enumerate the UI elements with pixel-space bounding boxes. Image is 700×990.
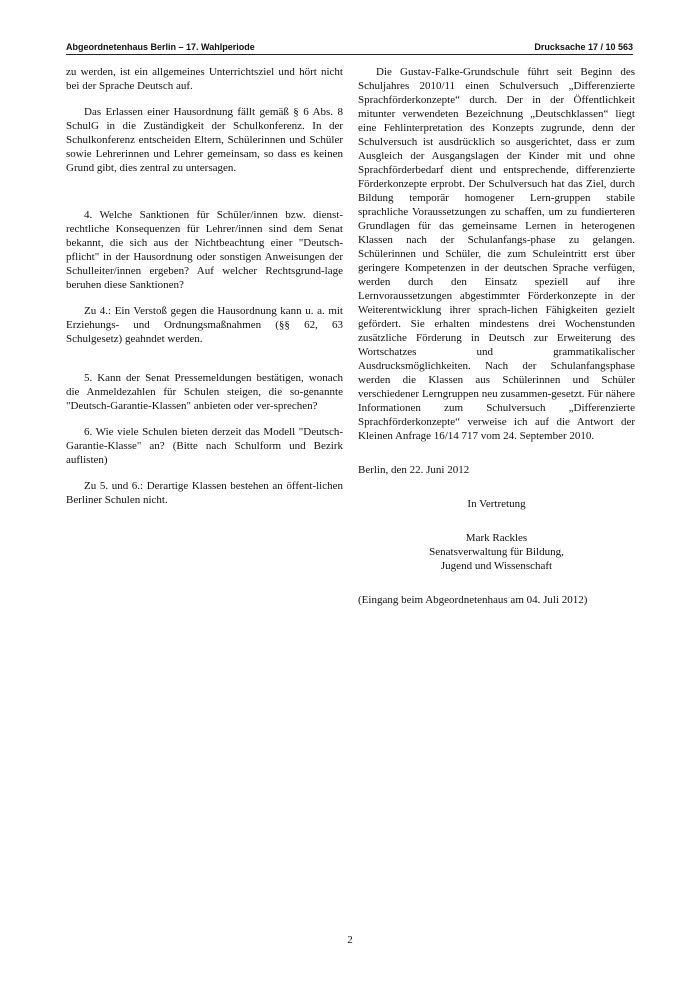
answer-4: Zu 4.: Ein Verstoß gegen die Hausordnung kann u. a. mit Erziehungs- und Ordnungsmaßnahmen (§§ 62, 63 Schulgesetz) geahndet werden.	[66, 305, 343, 345]
page-number: 2	[347, 934, 353, 946]
signature-block	[358, 497, 635, 573]
right-column	[358, 65, 635, 607]
question-4: 4. Welche Sanktionen für Schüler/innen bzw. dienst-rechtliche Konsequenzen für Lehrer/innen sind dem Senat bekannt, die sich aus der Nichtbeachtung einer "Deutsch-pflicht" in der Hausordnung oder sonstigen Anweisungen der Schulleiter/innen ergeben? Auf welcher Rechtsgrund-lage beruhen diese Sanktionen?	[66, 209, 343, 291]
paragraph-schulversuch: Die Gustav-Falke-Grundschule führt seit Beginn des Schuljahres 2010/11 einen Schulversuch „Differenzierte Sprachförderkonzepte“ durch. Der in der Öffentlichkeit mitunter verwendeten Bezeichnung „Deutschklassen“ liegt eine Fehlinterpretation des Konzepts zugrunde, denn der Schulversuch ist ausdrücklich so ausgerichtet, dass er zum Ausgleich der Ausgangslagen der Kinder mit und ohne Sprachförderbedarf dient und entsprechende, differenzierte Förderkonzepte erprobt. Der Schulversuch hat das Ziel, durch Bildung temporär homogener Lern-gruppen stabile sprachliche Voraussetzungen zu schaffen, um zu fundierteren Grundlagen für das gemeinsame Lernen in heterogenen Klassen nach der Schulanfangs-phase zu gelangen. Schülerinnen und Schüler, die zum Schuleintritt erst über geringere Kompetenzen in der deutschen Sprache verfügen, werden durch den Einsatz speziell auf ihre Lernvoraussetzungen abgestimmter Förderkonzepte in der Weiterentwicklung ihrer sprach-lichen Fähigkeiten gezielt gefördert. Sie erhalten mindestens drei Wochenstunden zusätzliche Förderung in Deutsch zur Erweiterung des Wortschatzes und grammatikalischer Ausdrucksmöglichkeiten. Nach der Schulanfangsphase werden die Klassen aus Schülerinnen und Schüler verschiedener Lerngruppen neu zusammen-gesetzt. Für nähere Informationen zum Schulversuch „Differenzierte Sprachförderkonzepte“ verweise ich auf die Antwort der Kleinen Anfrage 16/14 717 vom 24. September 2010.	[358, 66, 635, 442]
receipt-note: (Eingang beim Abgeordnetenhaus am 04. Juli 2012)	[358, 594, 588, 606]
question-5: 5. Kann der Senat Pressemeldungen bestätigen, wonach die Anmeldezahlen für Schulen steigen, die so-genannte "Deutsch-Garantie-Klassen" anbieten oder ver-sprechen?	[66, 372, 343, 412]
header-parliament: Abgeordnetenhaus Berlin – 17. Wahlperiode	[66, 42, 255, 52]
answer-5-6: Zu 5. und 6.: Derartige Klassen bestehen an öffent-lichen Berliner Schulen nicht.	[66, 480, 343, 506]
question-6: 6. Wie viele Schulen bieten derzeit das Modell "Deutsch-Garantie-Klasse" an? (Bitte nach Schulform und Bezirk auflisten)	[66, 426, 343, 466]
date-line: Berlin, den 22. Juni 2012	[358, 464, 470, 476]
header-document-number: Drucksache 17 / 10 563	[534, 42, 633, 52]
signer-org-line-2: Jugend und Wissenschaft	[440, 560, 553, 572]
in-vertretung: In Vertretung	[467, 498, 526, 510]
left-column	[66, 65, 343, 507]
signer-name: Mark Rackles	[465, 532, 528, 544]
page-header	[66, 40, 633, 55]
signer-org-line-1: Senatsverwaltung für Bildung,	[429, 546, 564, 558]
paragraph-continuation: zu werden, ist ein allgemeines Unterrichtsziel und hört nicht bei der Sprache Deutsch auf.	[66, 66, 343, 92]
paragraph-hausordnung: Das Erlassen einer Hausordnung fällt gemäß § 6 Abs. 8 SchulG in die Zuständigkeit der Schulkonferenz. In der Schulkonferenz entscheiden Eltern, Schülerinnen und Schüler sowie Lehrerinnen und Lehrer gemeinsam, so dass es keinen Grund gibt, dies zentral zu untersagen.	[66, 106, 343, 174]
